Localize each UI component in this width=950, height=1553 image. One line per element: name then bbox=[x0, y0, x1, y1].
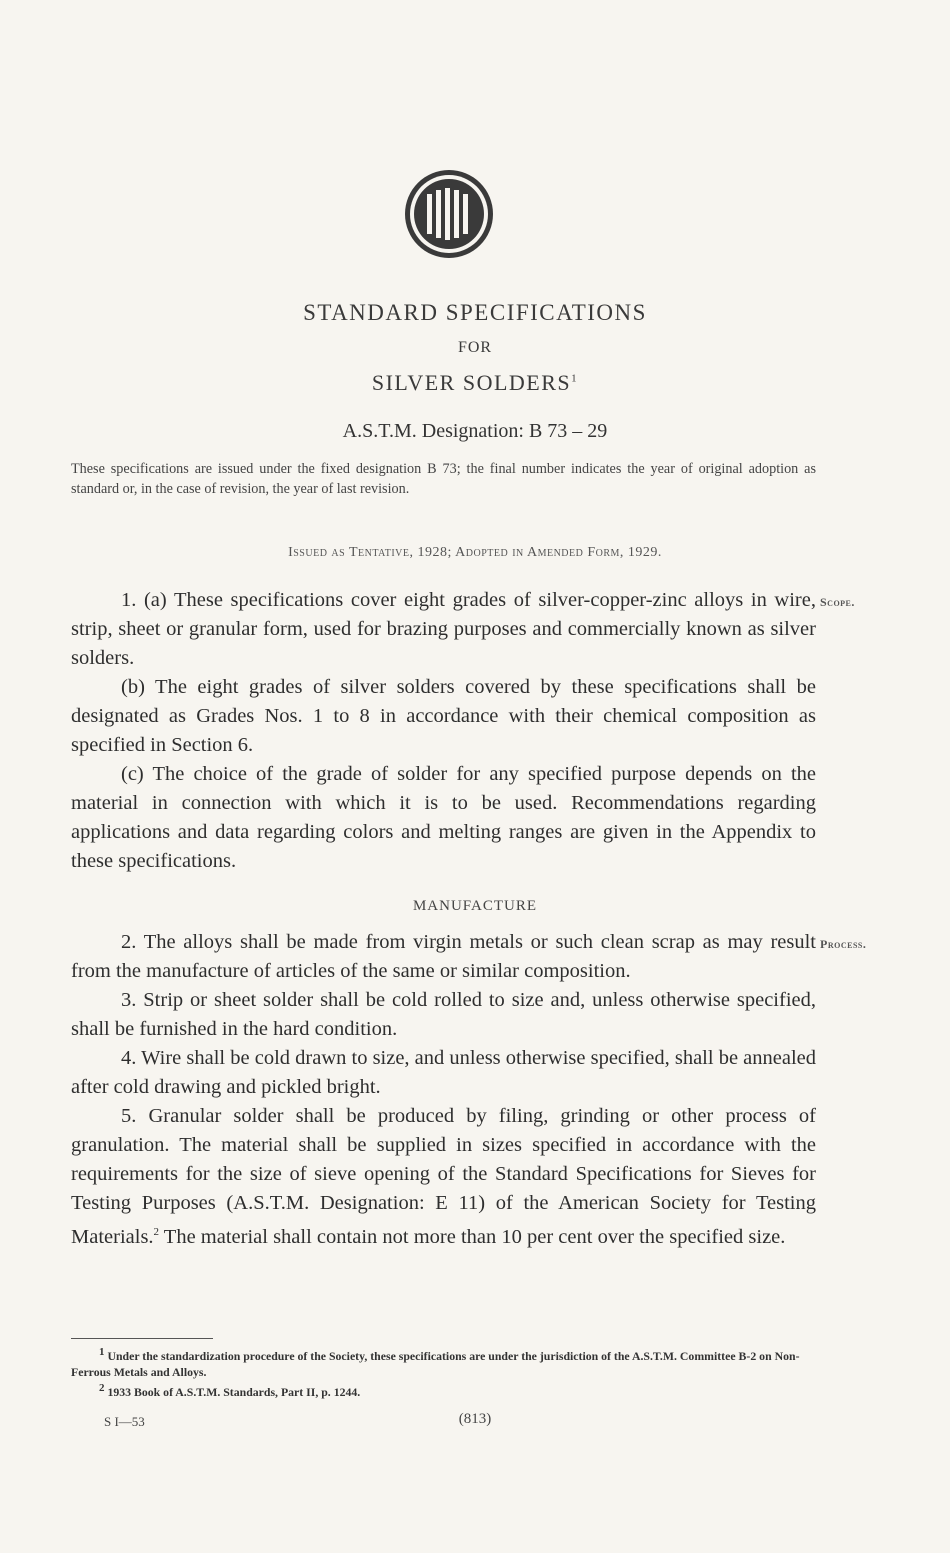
paragraph-3: 3. Strip or sheet solder shall be cold rolled to size and, unless otherwise specified, shall be furnished in the hard condition. bbox=[71, 989, 816, 1040]
section-scope bbox=[71, 586, 816, 876]
title-line-3: SILVER SOLDERS$^1$ bbox=[371, 370, 579, 395]
footnote-1: $^1$ Under the standardization procedure of the Society, these specifications are under the jurisdiction of the A.S.T.M. Committee B-2 on Non-Ferrous Metals and Alloys. bbox=[71, 1346, 800, 1379]
paragraph-1b: (b) The eight grades of silver solders covered by these specifications shall be designated as Grades Nos. 1 to 8 in accordance with their chemical composition as specified in Section 6. bbox=[71, 676, 816, 756]
footnote-ref-2: 2 bbox=[153, 1226, 160, 1238]
footnote-ref-1: 1 bbox=[571, 372, 579, 385]
paragraph-2: 2. The alloys shall be made from virgin metals or such clean scrap as may result from the manufacture of articles of the same or similar composition. bbox=[71, 931, 816, 982]
issued-line: Issued as Tentative, 1928; Adopted in Amended Form, 1929. bbox=[288, 545, 662, 560]
margin-note-process: Process. bbox=[820, 937, 867, 951]
designation: A.S.T.M. Designation: B 73 – 29 bbox=[342, 420, 608, 442]
designation-note: These specifications are issued under the fixed designation B 73; the final number indicates the year of original adoption as standard or, in the case of revision, the year of last revision. bbox=[71, 461, 816, 497]
manufacture-heading: MANUFACTURE bbox=[412, 898, 538, 914]
footer-code: S I—53 bbox=[104, 1414, 145, 1429]
margin-note-scope: Scope. bbox=[820, 595, 855, 609]
paragraph-5: 5. Granular solder shall be produced by filing, grinding or other process of granulation. The material shall be supplied in sizes specified in accordance with the requirements for the size of sieve opening of the Standard Specifications for Sieves for Testing Purposes (A.S.T.M. Designation: E 11) of the American Society for Testing Materials.$^2$ The material shall contain not more than 10 per cent over the specified size. bbox=[71, 1105, 816, 1248]
title-line-2: FOR bbox=[457, 339, 493, 356]
paragraph-4: 4. Wire shall be cold drawn to size, and unless otherwise specified, shall be annealed after cold drawing and pickled bright. bbox=[71, 1047, 817, 1098]
section-manufacture bbox=[71, 928, 816, 1252]
footnote-2: $^2$ 1933 Book of A.S.T.M. Standards, Part II, p. 1244. bbox=[99, 1381, 361, 1399]
paragraph-1a: 1. (a) These specifications cover eight grades of silver-copper-zinc alloys in wire, strip, sheet or granular form, used for brazing purposes and commercially known as silver solders. bbox=[71, 589, 816, 669]
footnote-rule bbox=[71, 1338, 213, 1339]
title-line-1: STANDARD SPECIFICATIONS bbox=[303, 300, 647, 325]
footnotes bbox=[71, 1344, 816, 1400]
astm-logo-icon bbox=[401, 166, 497, 262]
paragraph-1c: (c) The choice of the grade of solder for any specified purpose depends on the material in connection with which it is to be used. Recommendations regarding applications and data regarding colors and melting ranges are given in the Appendix to these specifications. bbox=[71, 763, 816, 872]
page-number: (813) bbox=[458, 1411, 492, 1427]
